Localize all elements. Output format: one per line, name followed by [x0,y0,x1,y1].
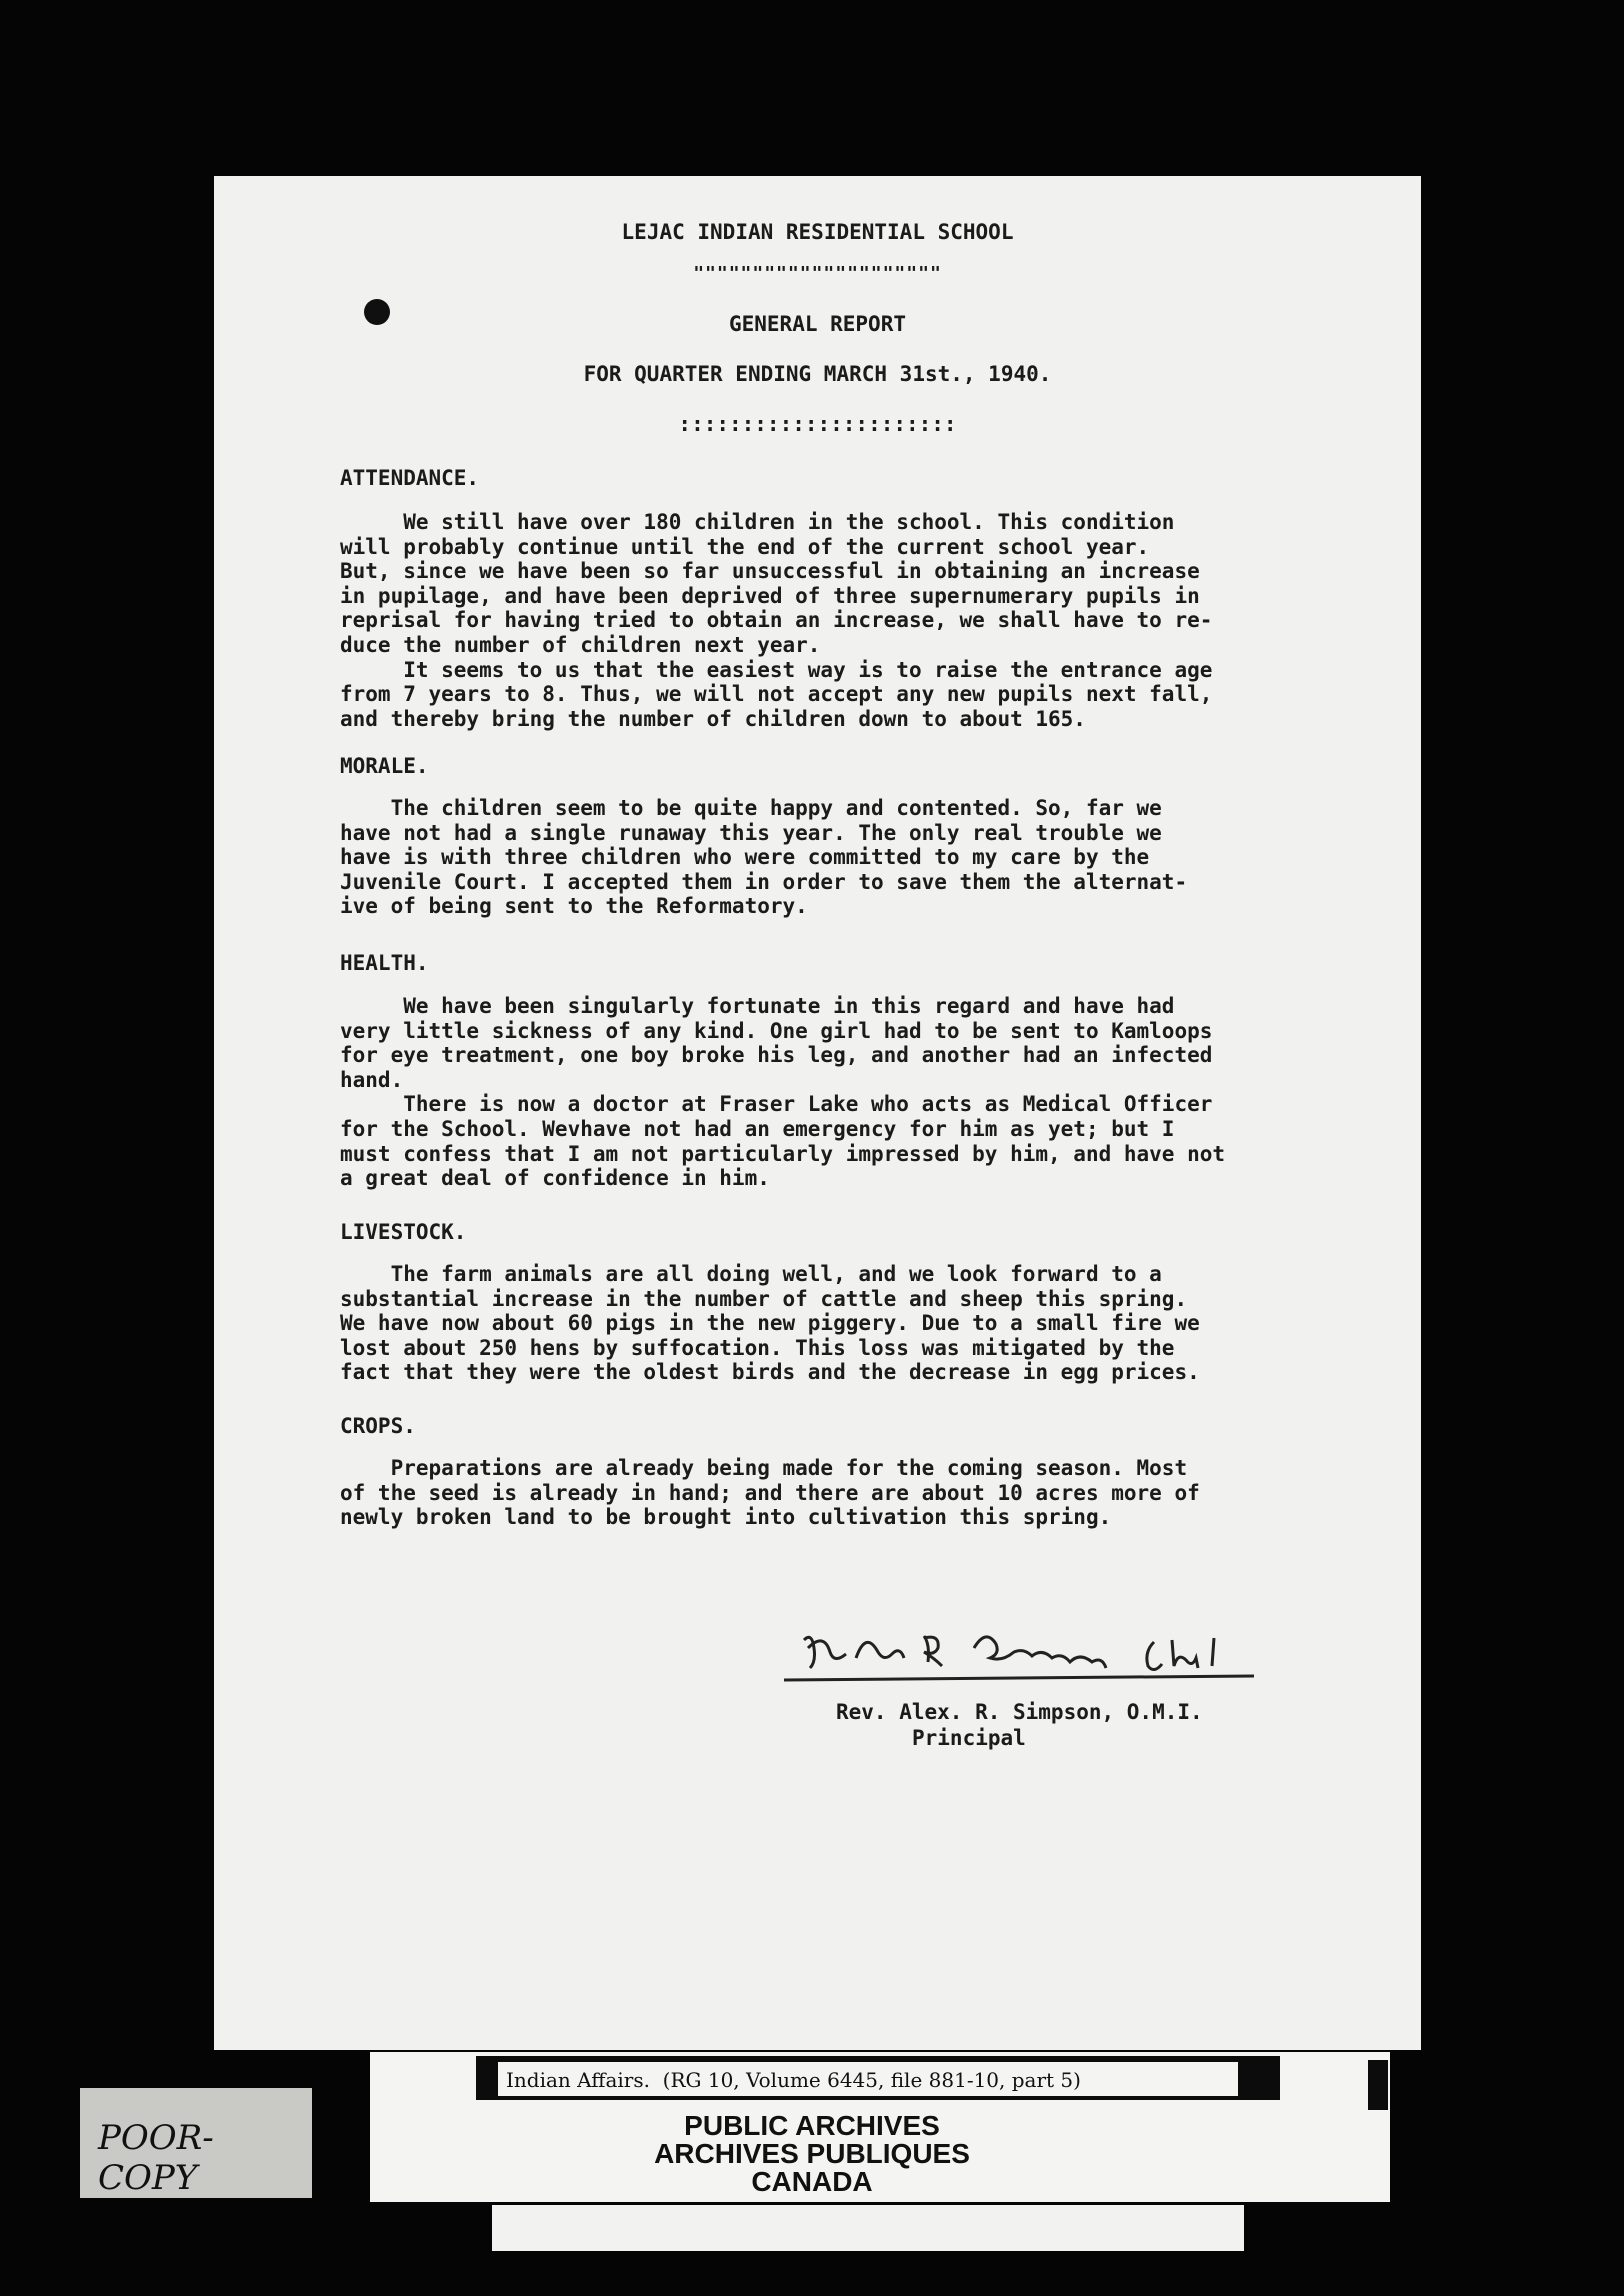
body-line: We still have over 180 children in the school. This condition [340,510,1175,534]
body-line: for eye treatment, one boy broke his leg, and another had an infected [340,1043,1213,1068]
body-line: duce the number of children next year. [340,633,821,657]
body-line: reprisal for having tried to obtain an increase, we shall have to re- [340,608,1213,633]
handwritten-signature [774,1618,1274,1688]
body-line: will probably continue until the end of the current school year. [340,534,1150,559]
signatory-title: Principal [912,1726,1026,1750]
body-line: It seems to us that the easiest way is to raise the entrance age [340,657,1213,682]
body-line: We have been singularly fortunate in this regard and have had [340,994,1175,1018]
paper-fold-shadow [1368,2060,1388,2110]
body-line: fact that they were the oldest birds and the decrease in egg prices. [340,1360,1200,1385]
school-title: LEJAC INDIAN RESIDENTIAL SCHOOL [621,220,1014,244]
body-line: We have now about 60 pigs in the new piggery. Due to a small fire we [340,1311,1200,1336]
body-line: But, since we have been so far unsuccessful in obtaining an increase [340,559,1200,584]
archive-line-2: ARCHIVES PUBLIQUES [654,2138,970,2169]
section-heading-health: HEALTH. [340,951,429,975]
body-line: a great deal of confidence in him. [340,1166,770,1191]
archive-line-3: CANADA [751,2166,873,2197]
body-line: of the seed is already in hand; and there are about 10 acres more of [340,1480,1200,1505]
body-line: substantial increase in the number of cattle and sheep this spring. [340,1286,1188,1311]
signatory-name: Rev. Alex. R. Simpson, O.M.I. [836,1700,1203,1724]
body-line: must confess that I am not particularly impressed by him, and have not [340,1141,1226,1166]
body-line: in pupilage, and have been deprived of three supernumerary pupils in [340,583,1200,608]
poor-copy-label: POOR-COPY [98,2118,214,2198]
body-line: The children seem to be quite happy and contented. So, far we [340,796,1162,820]
body-line: have not had a single runaway this year. The only real trouble we [340,820,1162,845]
body-line: lost about 250 hens by suffocation. This loss was mitigated by the [340,1335,1175,1360]
body-line: There is now a doctor at Fraser Lake who acts as Medical Officer [340,1092,1213,1117]
section-heading-morale: MORALE. [340,754,429,778]
body-line: newly broken land to be brought into cultivation this spring. [340,1505,1112,1530]
body-line: hand. [340,1067,404,1092]
body-line: Preparations are already being made for the coming season. Most [340,1456,1188,1480]
body-line: Juvenile Court. I accepted them in order to save them the alternat- [340,869,1188,894]
poor-copy-stamp [80,2088,312,2198]
body-line: and thereby bring the number of children down to about 165. [340,706,1086,731]
report-title: GENERAL REPORT [728,312,906,336]
header-divider-bottom: :::::::::::::::::::::: [678,412,957,436]
document-sheet [214,176,1421,2050]
section-heading-livestock: LIVESTOCK. [340,1220,467,1244]
archive-line-1: PUBLIC ARCHIVES [684,2110,940,2141]
report-period: FOR QUARTER ENDING MARCH 31st., 1940. [583,362,1052,386]
body-line: from 7 years to 8. Thus, we will not accept any new pupils next fall, [340,682,1213,707]
body-line: very little sickness of any kind. One girl had to be sent to Kamloops [340,1018,1213,1043]
body-line: have is with three children who were committed to my care by the [340,845,1150,870]
header-divider-top: """"""""""""""""""""" [693,263,942,284]
section-heading-attendance: ATTENDANCE. [340,466,480,490]
body-line: ive of being sent to the Reformatory. [340,894,808,919]
archive-reference: Indian Affairs. (RG 10, Volume 6445, file 881-10, part 5) [506,2068,1081,2092]
body-line: The farm animals are all doing well, and we look forward to a [340,1262,1162,1286]
lower-label-strip [492,2205,1244,2251]
body-line: for the School. Wevhave not had an emergency for him as yet; but I [340,1117,1175,1141]
section-heading-crops: CROPS. [340,1414,416,1438]
